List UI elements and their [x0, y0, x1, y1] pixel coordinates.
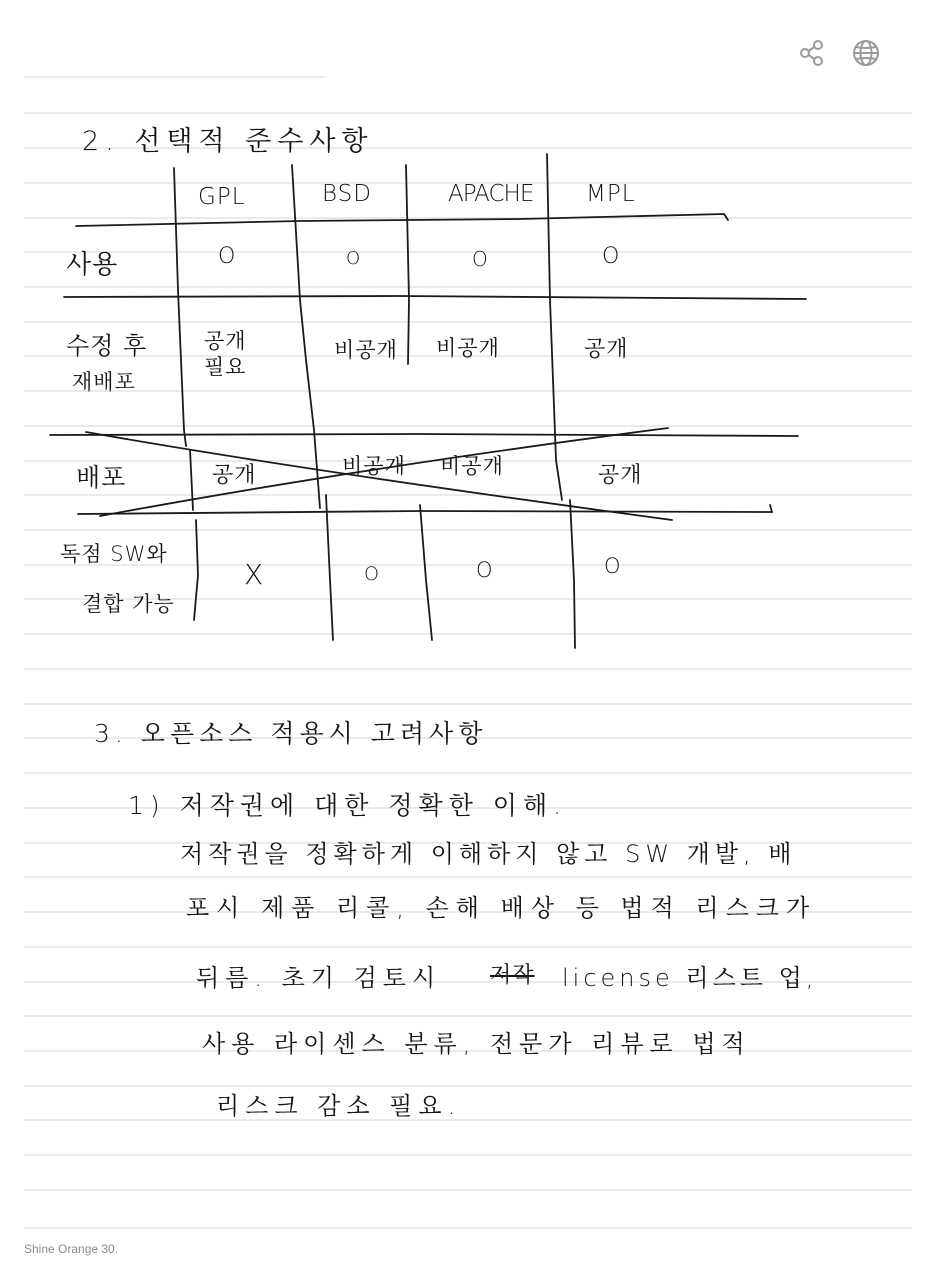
cell-use-gpl: O — [218, 244, 237, 269]
column-header-bsd: BSD — [322, 181, 372, 207]
cell-modify-bsd: 비공개 — [334, 338, 398, 362]
cell-use-bsd: O — [346, 248, 362, 269]
row-label-use: 사용 — [66, 250, 119, 280]
cell-distribute-apache: 비공개 — [440, 454, 504, 478]
cell-distribute-bsd: 비공개 — [342, 454, 406, 478]
row-label-redistribute: 재배포 — [72, 370, 136, 394]
body-line-3b: license 리스트 업, — [562, 964, 818, 992]
footer-brand: Shine Orange 30. — [24, 1242, 119, 1256]
row-label-combinable: 결합 가능 — [82, 592, 175, 616]
cell-proprietary-gpl: X — [244, 558, 265, 591]
body-line-1: 저작권을 정확하게 이해하지 않고 SW 개발, 배 — [180, 840, 797, 868]
cell-distribute-gpl: 공개 — [212, 463, 257, 488]
column-header-mpl: MPL — [586, 181, 636, 207]
body-line-5: 리스크 감소 필요. — [216, 1092, 462, 1120]
struck-word: 저작 — [490, 963, 535, 988]
cell-proprietary-bsd: O — [364, 563, 380, 585]
section-title-3: 3. 오픈소스 적용시 고려사항 — [94, 719, 488, 748]
cell-use-mpl: O — [602, 244, 621, 269]
column-header-apache: APACHE — [448, 181, 534, 207]
cell-proprietary-apache: O — [476, 558, 494, 582]
body-line-4: 사용 라이센스 분류, 전문가 리뷰로 법적 — [202, 1030, 751, 1058]
cell-modify-gpl: 공개 필요 — [204, 329, 247, 379]
cell-use-apache: O — [472, 247, 489, 271]
row-label-proprietary: 독점 SW와 — [60, 542, 168, 566]
item-1-title: 1) 저작권에 대한 정확한 이해. — [128, 791, 568, 820]
cell-modify-apache: 비공개 — [436, 336, 500, 360]
row-label-distribute: 배포 — [76, 463, 127, 492]
cell-modify-mpl: 공개 — [584, 337, 629, 362]
section-title: 2. 선택적 준수사항 — [82, 126, 374, 157]
cell-distribute-mpl: 공개 — [598, 463, 643, 488]
body-line-2: 포시 제품 리콜, 손해 배상 등 법적 리스크가 — [186, 894, 817, 922]
cell-proprietary-mpl: O — [604, 554, 622, 578]
body-line-3a: 뒤름. 초기 검토시 — [196, 964, 442, 992]
row-label-modify: 수정 후 — [66, 332, 148, 360]
column-header-gpl: GPL — [198, 184, 246, 210]
